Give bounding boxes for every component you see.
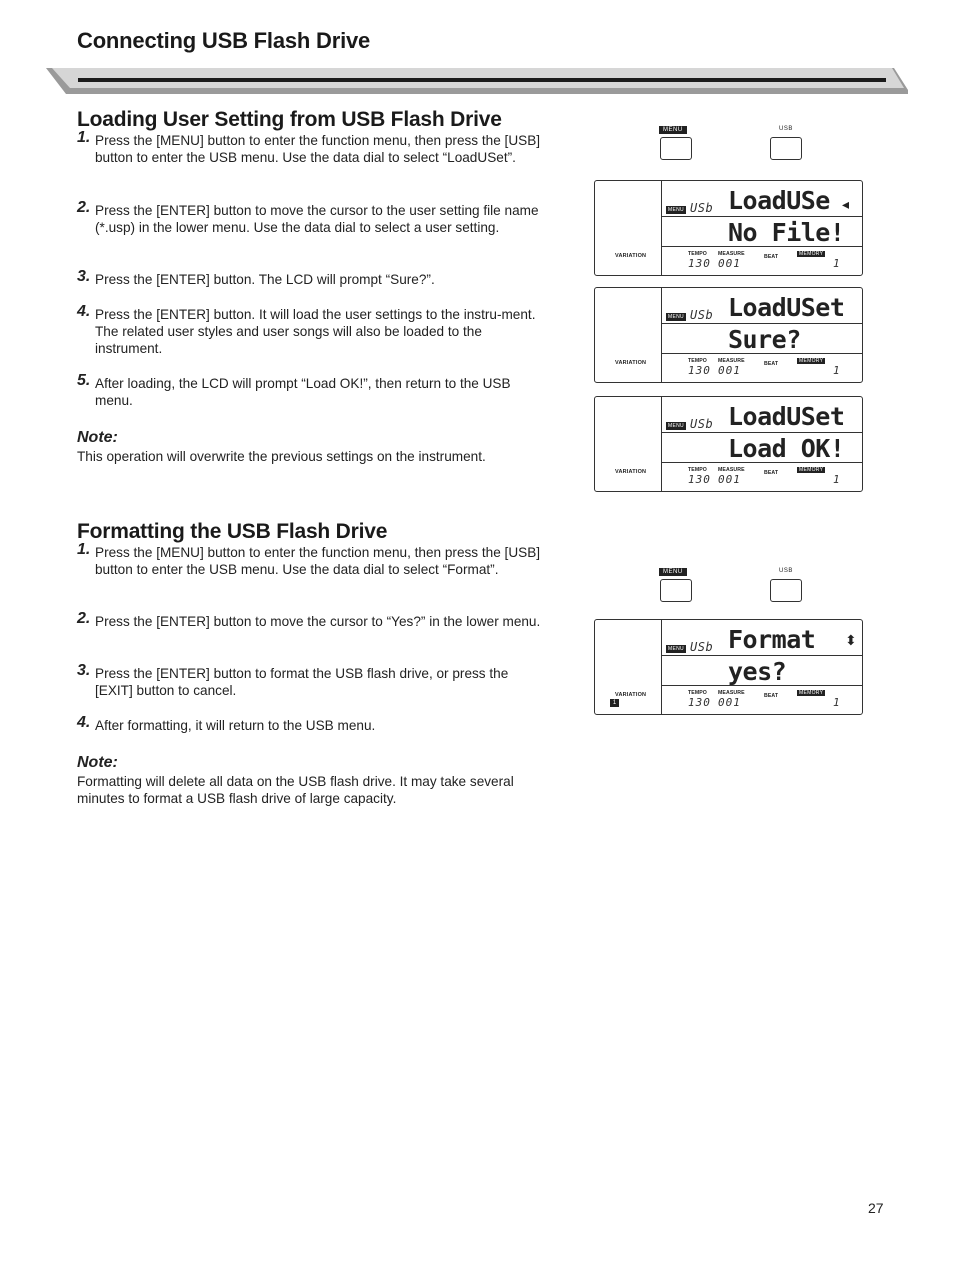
loading-note-label: Note: (77, 429, 118, 446)
lcd-display-loaduset-nofile (594, 180, 863, 276)
lcd-menu-indicator: MENU (668, 207, 684, 213)
lcd-line2: No File! (728, 218, 845, 247)
loading-step-5: 5. After loading, the LCD will prompt “Load OK!”, then return to the USB menu. (77, 372, 511, 409)
lcd-memory-value: 1 (833, 364, 841, 377)
loading-step-4: 4. Press the [ENTER] button. It will load the user settings to the instru-ment. The related user styles and user songs will also be loaded to the instrument. (77, 303, 536, 357)
cursor-left-arrow-icon: ◂ (842, 196, 850, 212)
lcd-line1: LoadUSet (728, 402, 845, 431)
loading-section-title: Loading User Setting from USB Flash Drive (77, 108, 502, 131)
usb-button[interactable] (770, 579, 802, 602)
loading-step-1: 1. Press the [MENU] button to enter the function menu, then press the [USB] button to enter the USB menu. Use the data dial to select “LoadUSet”. (77, 129, 541, 166)
lcd-memory-label: MEMORY (799, 358, 824, 364)
title-bar (46, 68, 908, 94)
formatting-note-text: Formatting will delete all data on the USB flash drive. It may take several minutes to format a USB flash drive of large capacity. (77, 774, 514, 807)
lcd-line1: LoadUSe (728, 186, 830, 215)
cursor-updown-arrow-icon: ⬍ (845, 632, 857, 648)
page-number: 27 (868, 1200, 884, 1216)
lcd-measure-value: 001 (718, 473, 741, 486)
lcd-measure-label: MEASURE (718, 358, 745, 364)
menu-button-label: MENU (659, 568, 687, 576)
lcd-beat-label: BEAT (764, 470, 779, 476)
lcd-tempo-label: TEMPO (688, 358, 707, 364)
lcd-display-loaduset-loadok (594, 396, 863, 492)
lcd-usb-indicator: USb (690, 308, 714, 322)
formatting-step-4: 4. After formatting, it will return to the USB menu. (77, 714, 376, 733)
lcd-line2: Sure? (728, 325, 801, 354)
lcd-menu-indicator: MENU (668, 646, 684, 652)
lcd-tempo-value: 130 (688, 696, 711, 709)
lcd-beat-label: BEAT (764, 361, 779, 367)
lcd-memory-label: MEMORY (799, 251, 824, 257)
page-title: Connecting USB Flash Drive (77, 28, 371, 53)
menu-button[interactable] (660, 137, 692, 160)
lcd-variation-label: VARIATION (615, 469, 647, 475)
lcd-tempo-value: 130 (688, 364, 711, 377)
lcd-tempo-label: TEMPO (688, 690, 707, 696)
loading-step-3: 3. Press the [ENTER] button. The LCD will prompt “Sure?”. (77, 268, 435, 287)
usb-button[interactable] (770, 137, 802, 160)
lcd-variation-label: VARIATION (615, 360, 647, 366)
lcd-tempo-value: 130 (688, 257, 711, 270)
lcd-usb-indicator: USb (690, 201, 714, 215)
lcd-memory-label: MEMORY (799, 690, 824, 696)
formatting-note-label: Note: (77, 754, 118, 771)
lcd-beat-label: BEAT (764, 693, 779, 699)
loading-step-2: 2. Press the [ENTER] button to move the cursor to the user setting file name (*.usp) in the lower menu. Use the data dial to select a user setting. (77, 199, 539, 236)
lcd-variation-badge: 1 (610, 699, 619, 707)
formatting-step-1: 1. Press the [MENU] button to enter the function menu, then press the [USB] button to enter the USB menu. Use the data dial to select “Format”. (77, 541, 541, 578)
lcd-variation-label: VARIATION (615, 253, 647, 259)
formatting-step-3: 3. Press the [ENTER] button to format the USB flash drive, or press the [EXIT] button to cancel. (77, 662, 509, 699)
lcd-line2: Load OK! (728, 434, 845, 463)
lcd-line1: Format (728, 625, 816, 654)
menu-button-label: MENU (659, 126, 687, 134)
lcd-usb-indicator: USb (690, 417, 714, 431)
lcd-tempo-label: TEMPO (688, 251, 707, 257)
lcd-beat-label: BEAT (764, 254, 779, 260)
lcd-menu-indicator: MENU (668, 314, 684, 320)
lcd-usb-indicator: USb (690, 640, 714, 654)
lcd-memory-value: 1 (833, 257, 841, 270)
lcd-measure-value: 001 (718, 364, 741, 377)
lcd-memory-value: 1 (833, 696, 841, 709)
lcd-tempo-label: TEMPO (688, 467, 707, 473)
lcd-display-loaduset-sure (594, 287, 863, 383)
lcd-measure-label: MEASURE (718, 467, 745, 473)
menu-button[interactable] (660, 579, 692, 602)
lcd-menu-indicator: MENU (668, 423, 684, 429)
lcd-measure-label: MEASURE (718, 251, 745, 257)
lcd-line2: yes? (728, 657, 787, 686)
formatting-step-2: 2. Press the [ENTER] button to move the cursor to “Yes?” in the lower menu. (77, 610, 541, 629)
formatting-section-title: Formatting the USB Flash Drive (77, 520, 388, 543)
lcd-measure-label: MEASURE (718, 690, 745, 696)
usb-button-label: USB (779, 568, 793, 574)
lcd-measure-value: 001 (718, 696, 741, 709)
lcd-line1: LoadUSet (728, 293, 845, 322)
lcd-variation-label: VARIATION (615, 692, 647, 698)
lcd-memory-label: MEMORY (799, 467, 824, 473)
lcd-display-format-yes (594, 619, 863, 715)
lcd-tempo-value: 130 (688, 473, 711, 486)
lcd-memory-value: 1 (833, 473, 841, 486)
usb-button-label: USB (779, 126, 793, 132)
loading-note-text: This operation will overwrite the previous settings on the instrument. (77, 449, 486, 464)
lcd-measure-value: 001 (718, 257, 741, 270)
